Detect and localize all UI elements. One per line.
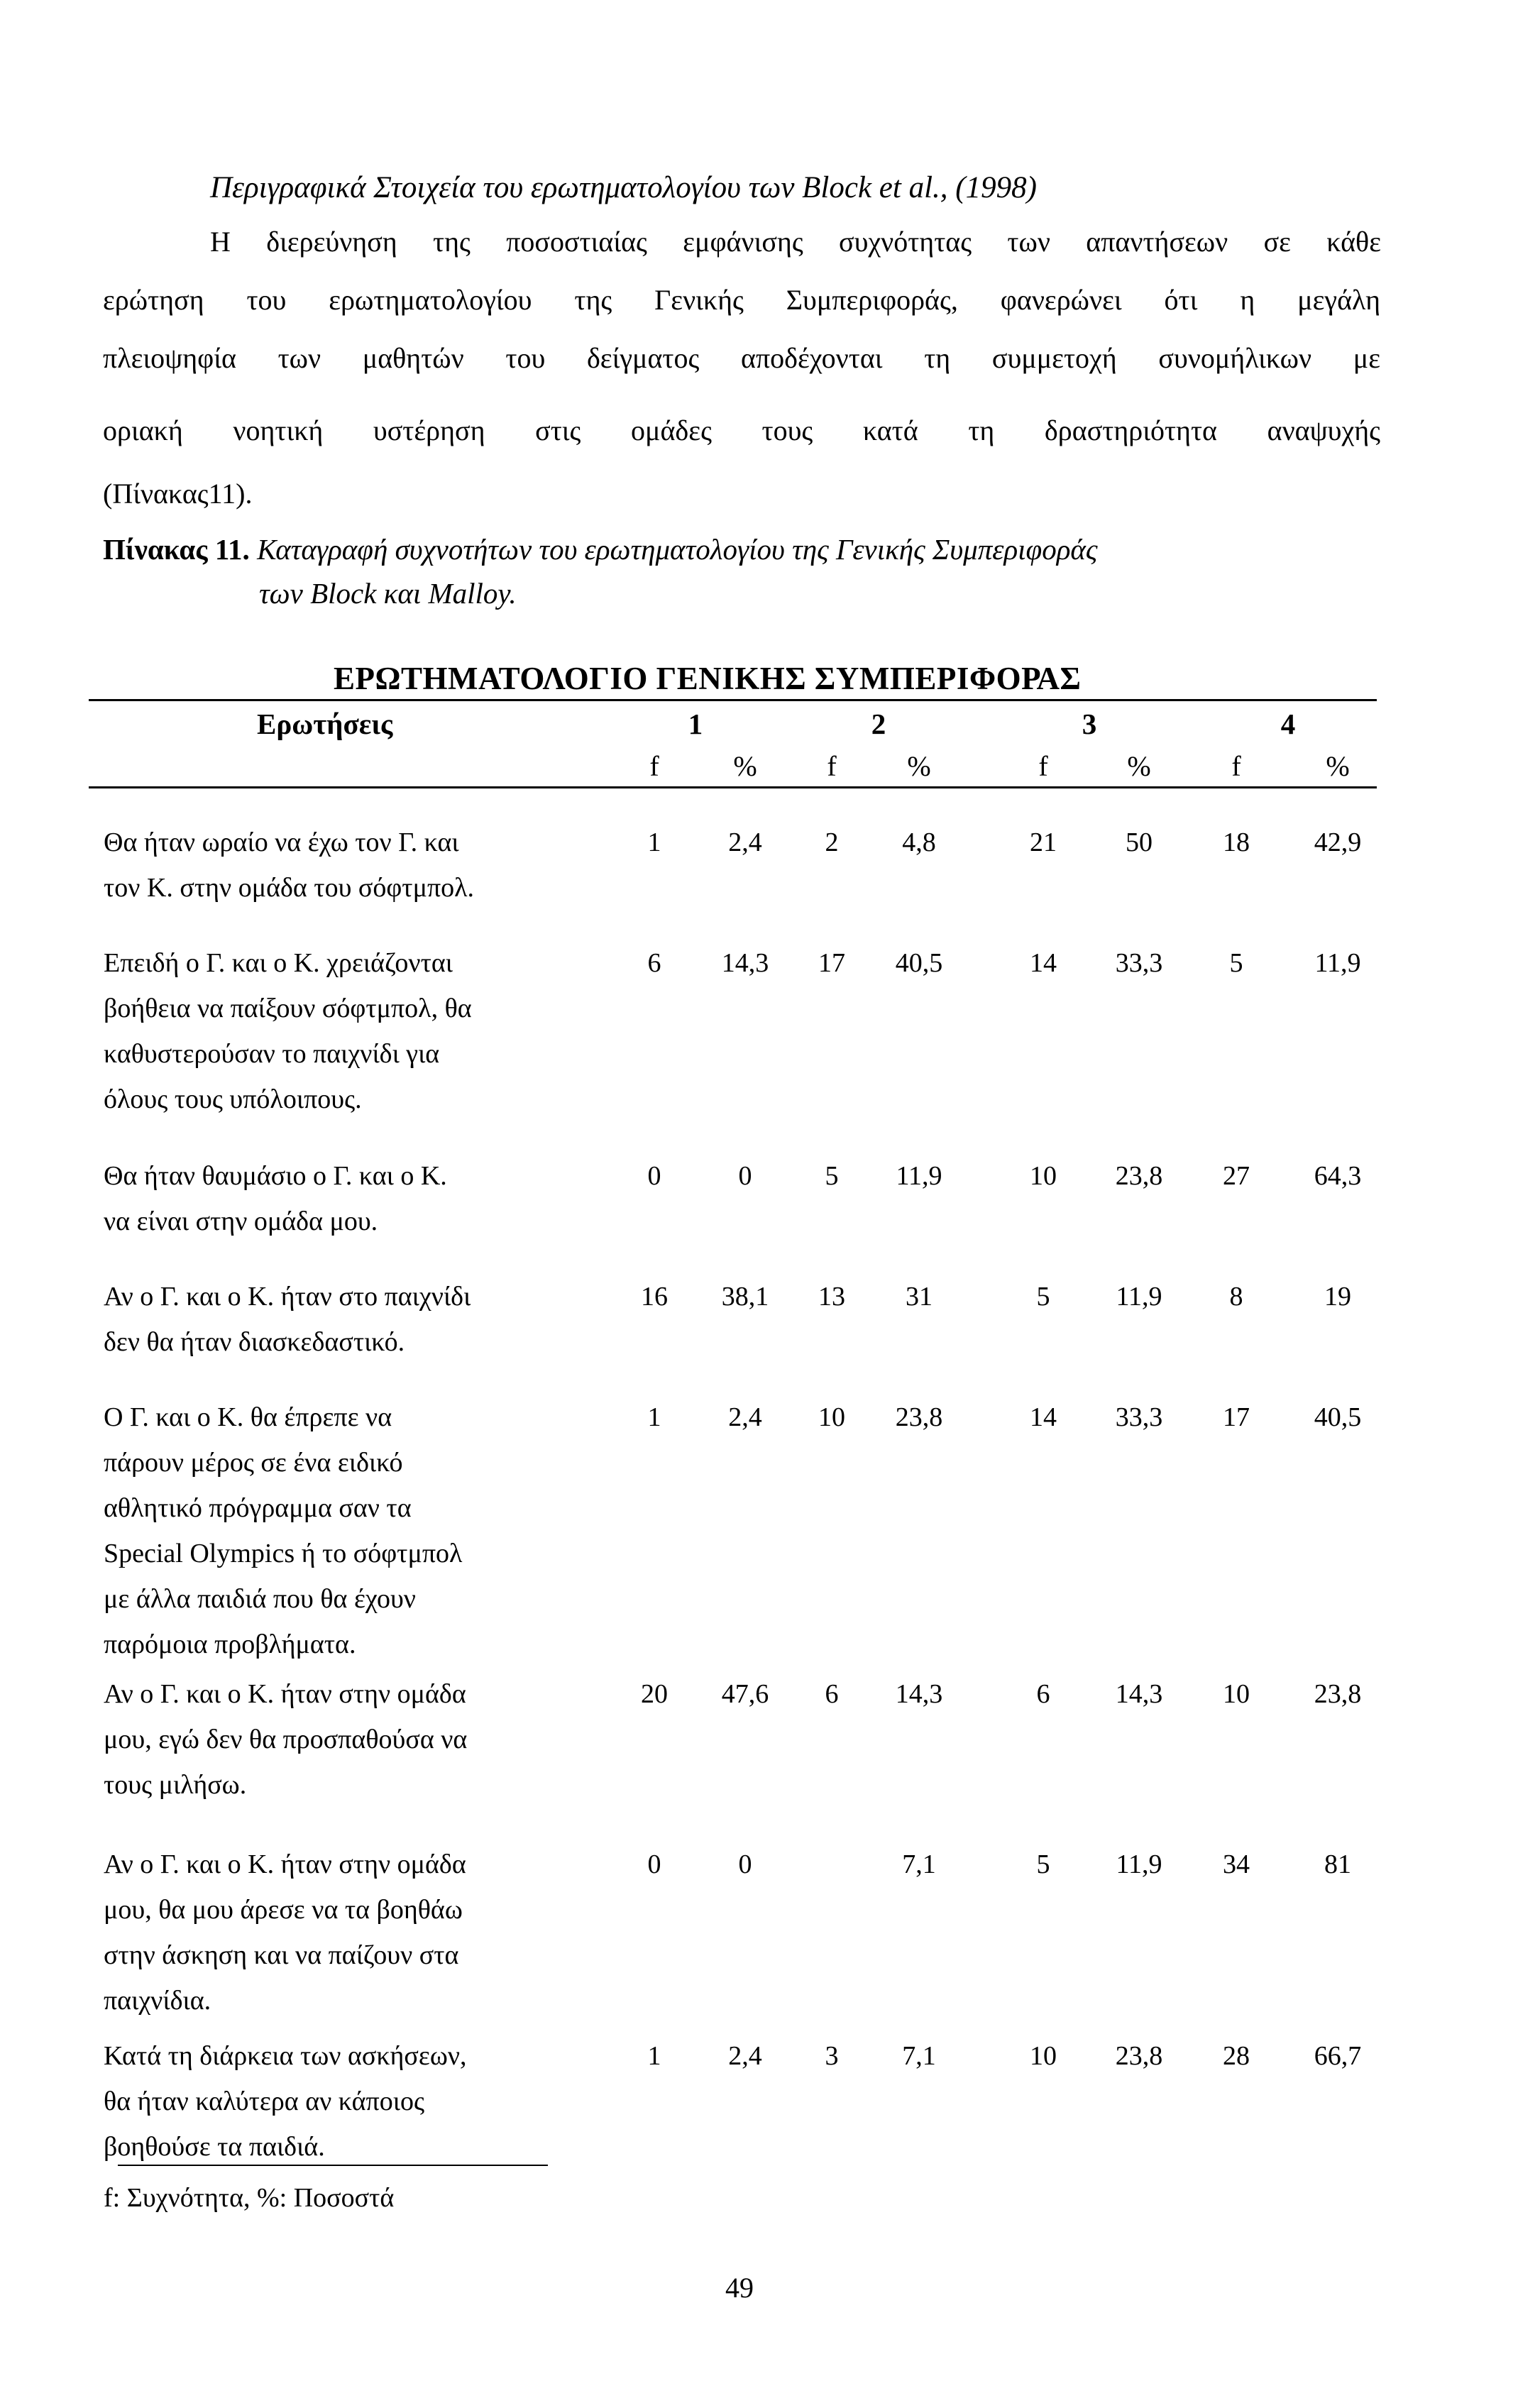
- sub-column-header: %: [1326, 750, 1350, 782]
- table-cell: 14,3: [721, 948, 769, 978]
- table-cell: 11,9: [1116, 1282, 1162, 1312]
- table-cell: 40,5: [1314, 1402, 1362, 1432]
- page-number: 49: [725, 2272, 754, 2304]
- question-line: Θα ήταν ωραίο να έχω τον Γ. και: [104, 828, 459, 857]
- table-cell: 0: [738, 1161, 752, 1191]
- sub-column-header: f: [649, 750, 659, 782]
- section-heading: Περιγραφικά Στοιχεία του ερωτηματολογίου των Block et al., (1998): [210, 171, 1037, 204]
- question-line: Ο Γ. και ο Κ. θα έπρεπε να: [104, 1402, 392, 1432]
- question-line: Αν ο Γ. και ο Κ. ήταν στην ομάδα: [104, 1849, 466, 1879]
- question-line: παιχνίδια.: [104, 1986, 211, 2016]
- table-cell: 10: [1223, 1679, 1250, 1709]
- table-cell: 19: [1324, 1282, 1351, 1312]
- table-cell: 14: [1030, 948, 1057, 978]
- question-text: [104, 2033, 595, 2170]
- sub-column-header: %: [1127, 750, 1151, 782]
- question-line: τους μιλήσω.: [104, 1770, 247, 1800]
- question-column-header: Ερωτήσεις: [257, 708, 393, 740]
- table-cell: 5: [825, 1161, 839, 1191]
- table-cell: 18: [1223, 828, 1250, 857]
- question-line: τον Κ. στην ομάδα του σόφτμπολ.: [104, 873, 475, 903]
- question-text: [104, 1842, 595, 2023]
- intro-line-4: οριακή νοητική υστέρηση στις ομάδες τους κατά τη δραστηριότητα αναψυχής: [103, 414, 1380, 446]
- table-cell: 5: [1036, 1282, 1050, 1312]
- table-cell: 10: [818, 1402, 845, 1432]
- question-line: στην άσκηση και να παίζουν στα: [104, 1940, 459, 1970]
- table-cell: 11,9: [1314, 948, 1361, 978]
- table-cell: 13: [818, 1282, 845, 1312]
- table-cell: 2,4: [728, 828, 762, 857]
- table-cell: 23,8: [895, 1402, 943, 1432]
- question-text: [104, 1274, 595, 1365]
- table-caption: [103, 532, 1098, 566]
- table-cell: 6: [647, 948, 661, 978]
- table-title: ΕΡΩΤΗΜΑΤΟΛΟΓΙΟ ΓΕΝΙΚΗΣ ΣΥΜΠΕΡΙΦΟΡΑΣ: [334, 661, 1082, 696]
- question-line: θα ήταν καλύτερα αν κάποιος: [104, 2087, 424, 2116]
- question-text: [104, 940, 595, 1122]
- question-line: Επειδή ο Γ. και ο Κ. χρειάζονται: [104, 948, 453, 978]
- sub-column-header: f: [827, 750, 837, 782]
- column-group-header: 3: [1082, 708, 1097, 740]
- sub-column-header: %: [733, 750, 757, 782]
- question-line: καθυστερούσαν το παιχνίδι για: [104, 1039, 440, 1069]
- table-cell: 81: [1324, 1849, 1351, 1879]
- table-cell: 0: [647, 1161, 661, 1191]
- table-cell: 7,1: [902, 2041, 936, 2071]
- table-cell: 6: [825, 1679, 839, 1709]
- table-cell: 64,3: [1314, 1161, 1362, 1191]
- table-cell: 33,3: [1115, 948, 1163, 978]
- question-line: δεν θα ήταν διασκεδαστικό.: [104, 1327, 405, 1357]
- table-cell: 23,8: [1115, 1161, 1163, 1191]
- question-text: [104, 1153, 595, 1244]
- intro-line-1: Η διερεύνηση της ποσοστιαίας εμφάνισης συχνότητας των απαντήσεων σε κάθε: [210, 226, 1381, 258]
- table-cell: 33,3: [1115, 1402, 1163, 1432]
- question-line: παρόμοια προβλήματα.: [104, 1629, 356, 1659]
- question-line: αθλητικό πρόγραμμα σαν τα: [104, 1493, 412, 1523]
- table-cell: 47,6: [721, 1679, 769, 1709]
- header-bottom-rule: [89, 786, 1377, 788]
- question-text: [104, 820, 595, 911]
- table-cell: 66,7: [1314, 2041, 1362, 2071]
- question-text: [104, 1671, 595, 1808]
- table-cell: 2: [825, 828, 839, 857]
- column-group-header: 1: [688, 708, 703, 740]
- question-line: Κατά τη διάρκεια των ασκήσεων,: [104, 2041, 467, 2071]
- question-line: μου, θα μου άρεσε να τα βοηθάω: [104, 1895, 463, 1925]
- table-cell: 1: [647, 828, 661, 857]
- question-line: Special Olympics ή το σόφτμπολ: [104, 1539, 463, 1568]
- table-cell: 20: [641, 1679, 668, 1709]
- sub-column-header: %: [907, 750, 931, 782]
- question-line: βοηθούσε τα παιδιά.: [104, 2132, 325, 2162]
- intro-line-3: πλειοψηφία των μαθητών του δείγματος αποδέχονται τη συμμετοχή συνομήλικων με: [103, 342, 1380, 374]
- sub-column-header: f: [1231, 750, 1241, 782]
- table-cell: 17: [818, 948, 845, 978]
- table-cell: 0: [738, 1849, 752, 1879]
- column-group-header: 4: [1280, 708, 1296, 740]
- table-cell: 0: [647, 1849, 661, 1879]
- table-cell: 14,3: [1115, 1679, 1163, 1709]
- question-line: να είναι στην ομάδα μου.: [104, 1206, 378, 1236]
- table-cell: 31: [906, 1282, 933, 1312]
- question-line: μου, εγώ δεν θα προσπαθούσα να: [104, 1725, 468, 1754]
- table-cell: 42,9: [1314, 828, 1362, 857]
- table-cell: 1: [647, 2041, 661, 2071]
- table-cell: 6: [1036, 1679, 1050, 1709]
- table-footnote: f: Συχνότητα, %: Ποσοστά: [104, 2183, 395, 2213]
- table-cell: 23,8: [1115, 2041, 1163, 2071]
- intro-line-5: (Πίνακας11).: [103, 478, 253, 510]
- table-cell: 11,9: [1116, 1849, 1162, 1879]
- table-cell: 2,4: [728, 1402, 762, 1432]
- caption-text-line-2: των Block και Malloy.: [259, 577, 517, 610]
- table-cell: 14,3: [895, 1679, 943, 1709]
- table-cell: 17: [1223, 1402, 1250, 1432]
- table-cell: 1: [647, 1402, 661, 1432]
- question-line: πάρουν μέρος σε ένα ειδικό: [104, 1448, 403, 1478]
- table-cell: 7,1: [902, 1849, 936, 1879]
- table-cell: 27: [1223, 1161, 1250, 1191]
- question-line: όλους τους υπόλοιπους.: [104, 1084, 362, 1114]
- caption-text-line-1: Καταγραφή συχνοτήτων του ερωτηματολογίου της Γενικής Συμπεριφοράς: [257, 533, 1098, 566]
- table-cell: 16: [641, 1282, 668, 1312]
- question-text: [104, 1395, 595, 1667]
- table-cell: 4,8: [902, 828, 936, 857]
- table-cell: 21: [1030, 828, 1057, 857]
- table-cell: 34: [1223, 1849, 1250, 1879]
- table-top-rule: [89, 699, 1377, 701]
- table-cell: 28: [1223, 2041, 1250, 2071]
- intro-line-2: ερώτηση του ερωτηματολογίου της Γενικής Συμπεριφοράς, φανερώνει ότι η μεγάλη: [103, 284, 1380, 316]
- table-cell: 10: [1030, 2041, 1057, 2071]
- question-line: Αν ο Γ. και ο Κ. ήταν στην ομάδα: [104, 1679, 466, 1709]
- sub-column-header: f: [1038, 750, 1048, 782]
- question-line: βοήθεια να παίξουν σόφτμπολ, θα: [104, 994, 472, 1023]
- table-cell: 2,4: [728, 2041, 762, 2071]
- question-line: με άλλα παιδιά που θα έχουν: [104, 1584, 416, 1614]
- table-cell: 10: [1030, 1161, 1057, 1191]
- table-cell: 50: [1126, 828, 1153, 857]
- table-cell: 3: [825, 2041, 839, 2071]
- table-cell: 5: [1229, 948, 1243, 978]
- table-cell: 8: [1229, 1282, 1243, 1312]
- footnote-rule: [118, 2165, 548, 2166]
- table-cell: 11,9: [896, 1161, 942, 1191]
- table-cell: 40,5: [895, 948, 943, 978]
- question-line: Αν ο Γ. και ο Κ. ήταν στο παιχνίδι: [104, 1282, 471, 1312]
- question-line: Θα ήταν θαυμάσιο ο Γ. και ο Κ.: [104, 1161, 447, 1191]
- column-group-header: 2: [871, 708, 886, 740]
- table-cell: 23,8: [1314, 1679, 1362, 1709]
- table-cell: 38,1: [721, 1282, 769, 1312]
- table-cell: 14: [1030, 1402, 1057, 1432]
- table-cell: 5: [1036, 1849, 1050, 1879]
- caption-label: Πίνακας 11.: [103, 533, 250, 566]
